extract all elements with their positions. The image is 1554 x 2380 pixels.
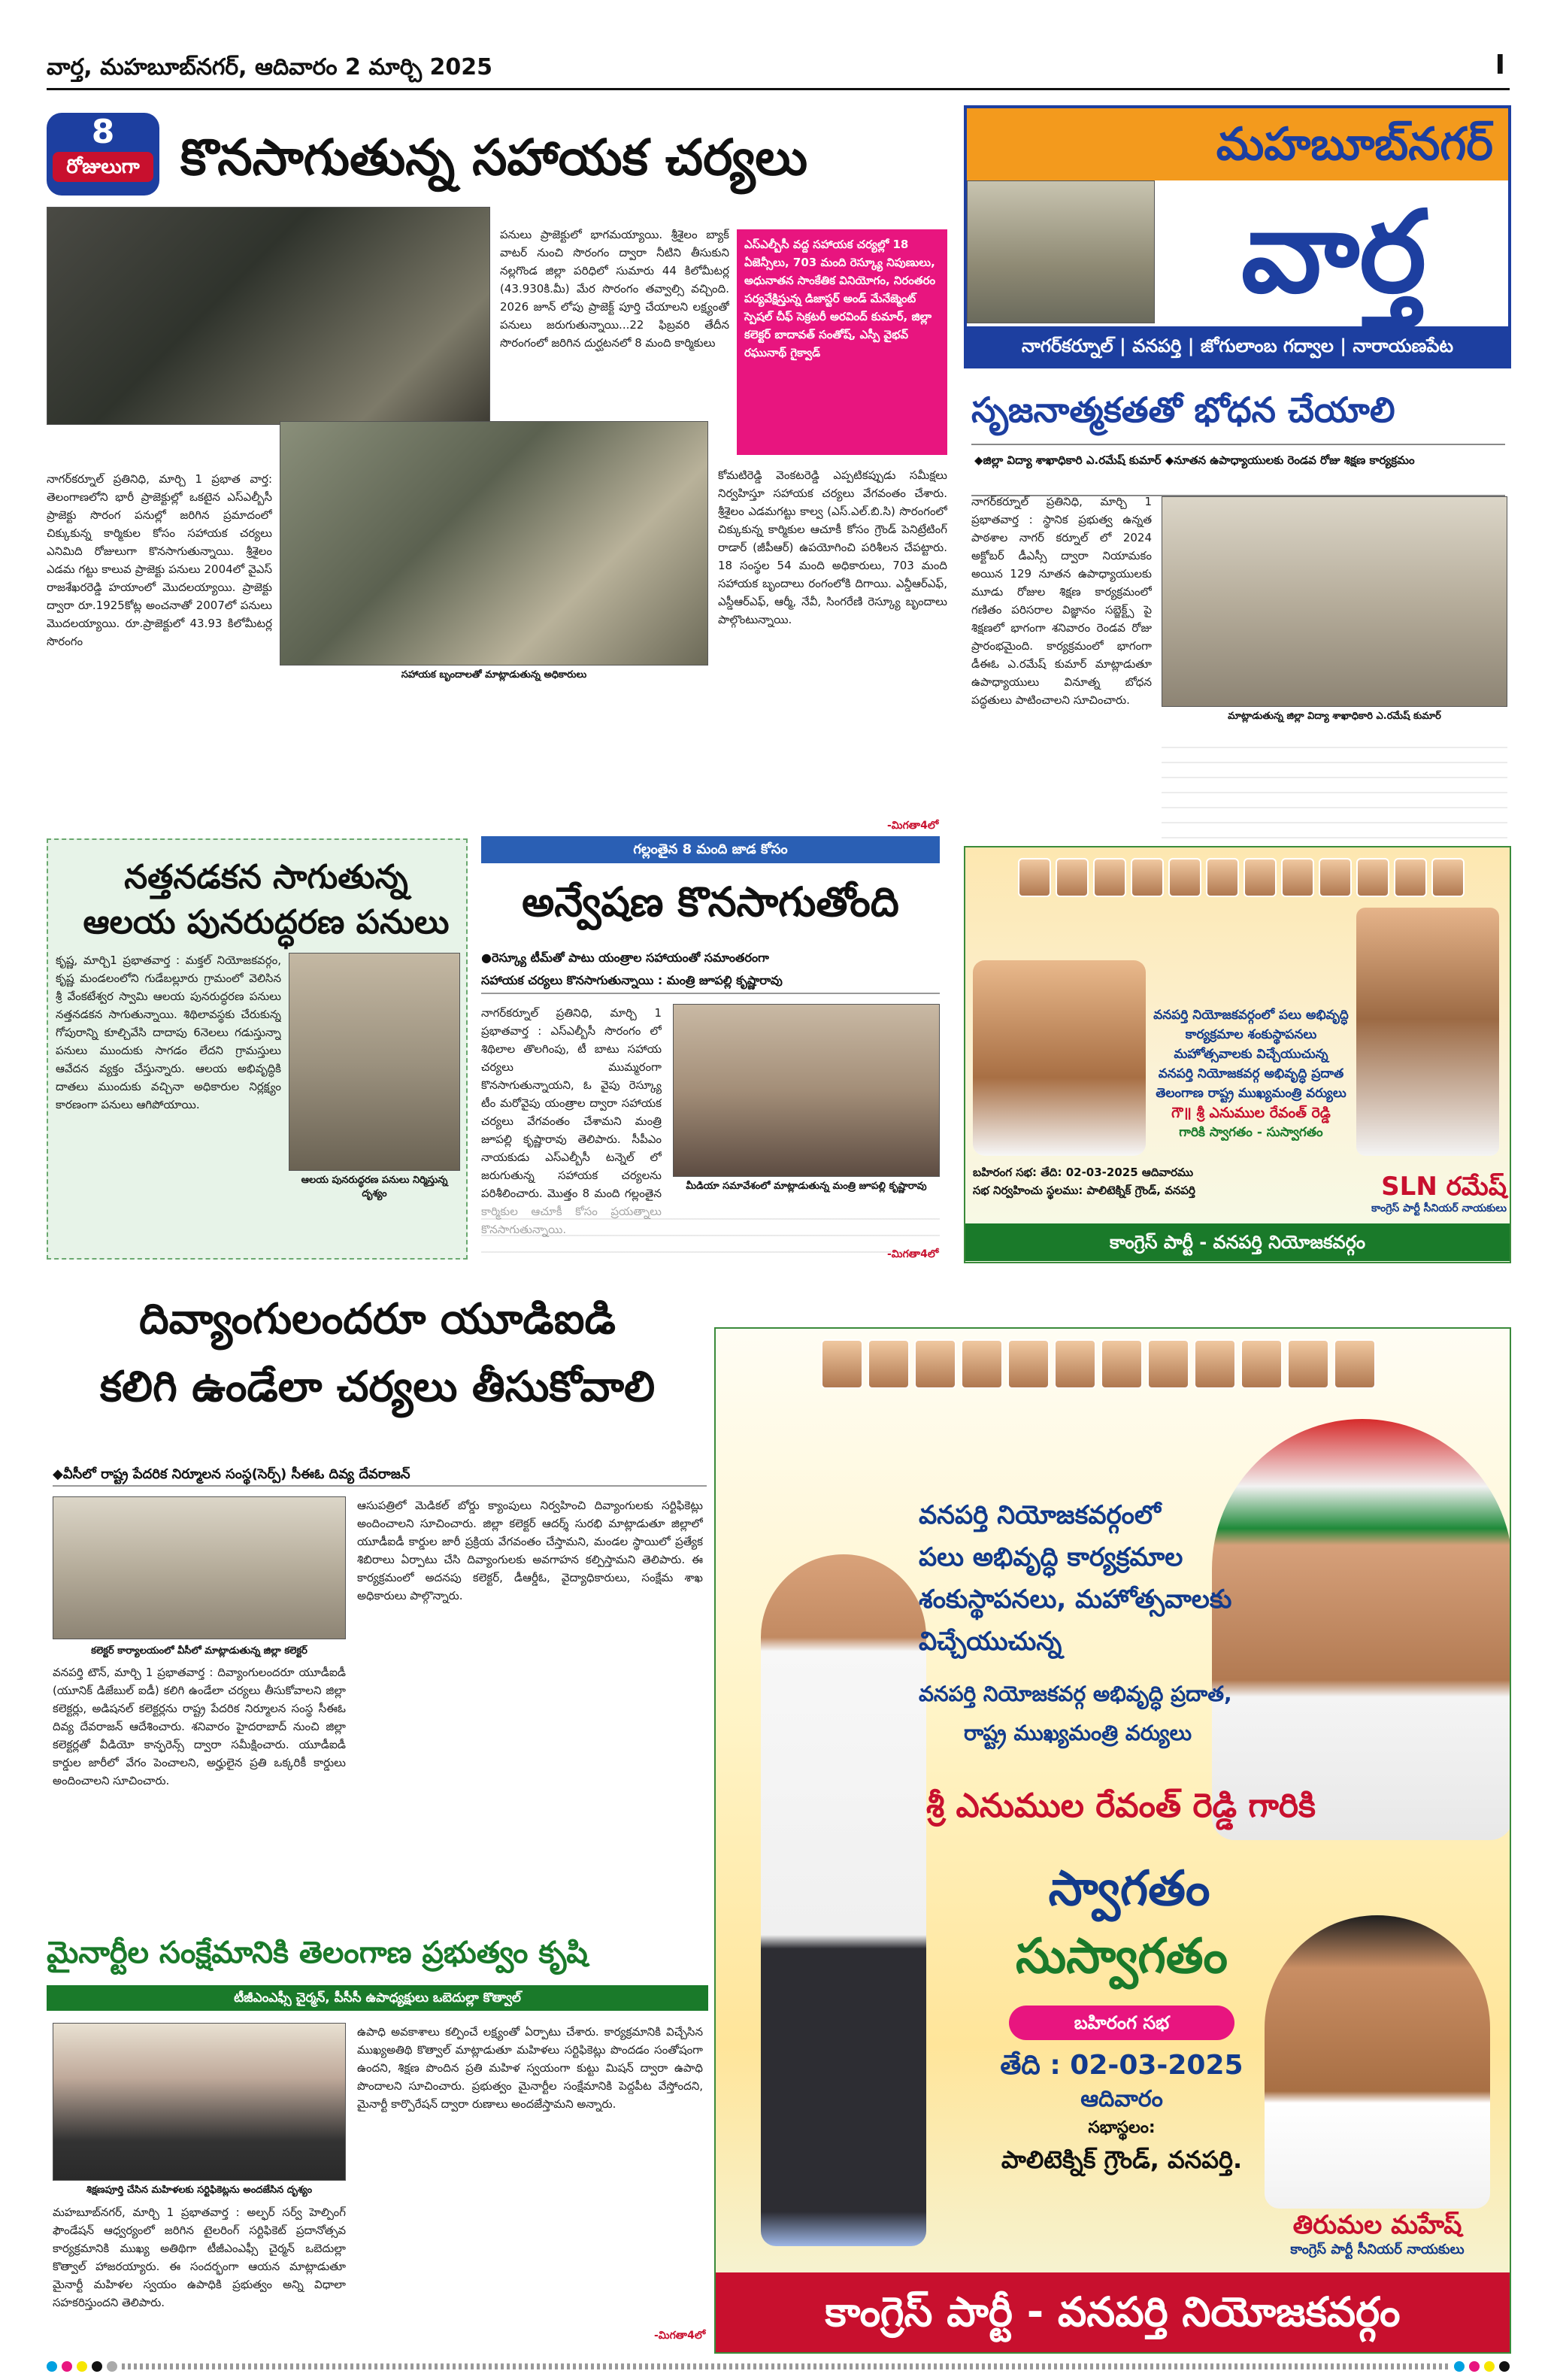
ad-large-line-2: పలు అభివృద్ధి కార్యక్రమాల (919, 1542, 1183, 1572)
ad-large-welcome-2: సుస్వాగతం (1016, 1929, 1228, 1984)
rescue-team-photo (280, 421, 708, 665)
magenta-dot (62, 2361, 72, 2372)
color-registration-strip (47, 2361, 1510, 2372)
page-header (47, 47, 1510, 90)
leader-photo (1394, 858, 1427, 897)
lead-signoff: -మిగతా4లో (887, 820, 939, 832)
masthead-dam-photo (967, 180, 1155, 323)
search-subhead-2: సహాయక చర్యలు కొనసాగుతున్నాయి : మంత్రి జూపల్లి కృష్ణారావు (481, 972, 940, 994)
ad-large-text (919, 1494, 1265, 1663)
disabled-photo-caption: కలెక్టర్ కార్యాలయంలో వీసీలో మాట్లాడుతున్న జిల్లా కలెక్టర్ (91, 1645, 307, 1657)
leader-photo (1240, 1339, 1283, 1389)
page-marker: I (1495, 50, 1505, 80)
magenta-dot (1469, 2361, 1480, 2372)
search-subhead-1: ●రెస్క్యూ టీమ్‌తో పాటు యంత్రాల సహాయంతో సమాంతరంగా (481, 950, 769, 965)
ad-small-welcome: గారికి స్వాగతం - సుస్వాగతం (1179, 1125, 1323, 1140)
minister-press-photo (673, 1004, 940, 1177)
search-signoff: -మిగతా4లో (887, 1248, 939, 1260)
masthead-region: మహబూబ్‌నగర్ (967, 108, 1508, 180)
ad-small (964, 846, 1511, 1263)
ad-large-line-5: వనపర్తి నియోజకవర్గ అభివృద్ధి ప్రదాత, (919, 1681, 1232, 1706)
ad-small-venue-place: సభ నిర్వహించు స్థలము: పాలిటెక్నిక్ గ్రౌండ్, వనపర్తి (973, 1184, 1195, 1197)
masthead (964, 105, 1511, 368)
temple-photo-caption: ఆలయ పునరుద్ధరణ పనులు నిర్మిస్తున్న దృశ్యం (301, 1175, 448, 1199)
ad-large-sponsor-name: తిరుమల మహేష్ (1292, 2210, 1462, 2240)
yellow-dot (1484, 2361, 1495, 2372)
leader-photo (1334, 1339, 1376, 1389)
ad-large-text-2 (919, 1675, 1310, 1753)
disabled-body-left: వనపర్తి టౌన్, మార్చి 1 ప్రభాతవార్త : దివ్యాంగులందరూ యూడీఐడీ (యూనిక్ డిజేబుల్ ఐడీ) కలిగి ఉండేలా చర్యలు తీసుకోవాలని జిల్లా కలెక్టర్లు, అడిషనల్ కలెక్టర్లను రాష్ట్ర పేదరిక నిర్మూలన సంస్థ సీఈఓ దివ్య దేవరాజన్ ఆదేశించారు. శనివారం హైదరాబాద్ నుంచి జిల్లా కలెక్టర్లతో వీడియో కాన్ఫరెన్స్ ద్వారా సమీక్షించారు. యూడీఐడీ కార్డుల జారీలో వేగం పెంచాలని, అర్హులైన ప్రతి ఒక్కరికీ కార్డులు అందించాలని సూచించారు. (53, 1666, 346, 1787)
leader-photo (914, 1339, 956, 1389)
lead-badge-number: 8 (91, 113, 115, 151)
black-dot (92, 2361, 102, 2372)
ad-large-line-6: రాష్ట్ర ముఖ్యమంత్రి వర్యులు (964, 1721, 1192, 1745)
leader-photo (1194, 1339, 1236, 1389)
ad-large-schedule (949, 2047, 1295, 2178)
minority-body-left: మహబూబ్‌నగర్, మార్చి 1 ప్రభాతవార్త : అల్ఫర్ సర్వ్ హెల్పింగ్ ఫౌండేషన్ ఆధ్వర్యంలో జరిగిన టైలరింగ్ సర్టిఫికెట్ ప్రదానోత్సవ కార్యక్రమానికి ముఖ్య అతిథిగా టీజీఎంఎఫ్సీ చైర్మన్ ఒబెదుల్లా కొత్వాల్ హాజరయ్యారు. ఈ సందర్భంగా ఆయన మాట్లాడుతూ మైనార్టీ మహిళల స్వయం ఉపాధికి ప్రభుత్వం అన్ని విధాలా సహకరిస్తుందని తెలిపారు. (53, 2206, 346, 2309)
lead-badge-text: రోజులుగా (53, 152, 153, 182)
lead-headline: కొనసాగుతున్న సహాయక చర్యలు (180, 129, 808, 186)
leader-photo (1244, 858, 1277, 897)
ad-small-sponsor (1319, 1171, 1507, 1217)
leader-photo (961, 1339, 1003, 1389)
ad-large-date: తేది : 02-03-2025 (1000, 2050, 1244, 2081)
local-leader-photo (1356, 908, 1499, 1156)
leader-photo (1281, 858, 1314, 897)
ad-large-footer: కాంగ్రెస్ పార్టీ - వనపర్తి నియోజకవర్గం (716, 2272, 1510, 2352)
leader-photo (1206, 858, 1239, 897)
leader-photo (1431, 858, 1465, 897)
leader-photo (1007, 1339, 1050, 1389)
temple-story-box (47, 838, 468, 1260)
lead-badge (47, 113, 159, 196)
teacher-headline: సృజనాత్మకతతో భోధన చేయాలి (971, 390, 1395, 430)
leader-photo (868, 1339, 910, 1389)
leader-photo (1018, 858, 1051, 897)
ad-large-leaders-row (821, 1339, 1376, 1389)
ad-large-welcome-1: స్వాగతం (1048, 1861, 1210, 1917)
minority-body-right: ఉపాధి అవకాశాలు కల్పించే లక్ష్యంతో ఏర్పాటు చేశారు. కార్యక్రమానికి విచ్చేసిన ముఖ్యఅతిథి కొత్వాల్ మాట్లాడుతూ మహిళలు సర్టిఫికెట్లు పొందడం సంతోషంగా ఉందని, శిక్షణ పొందిన ప్రతి మహిళ స్వయంగా కుట్టు మిషన్ ద్వారా ఉపాధి పొందాలని సూచించారు. ప్రభుత్వం మైనార్టీల సంక్షేమానికి పెద్దపీట వేస్తోందని, మైనార్టీ కార్పొరేషన్ ద్వారా రుణాలు అందజేస్తామని అన్నారు. (357, 2025, 703, 2111)
teacher-body-left: నాగర్‌కర్నూల్ ప్రతినిధి, మార్చి 1 ప్రభాతవార్త : స్థానిక ప్రభుత్వ ఉన్నత పాఠశాల నాగర్ కర్నూల్ లో 2024 అక్టోబర్ డీఎస్సీ ద్వారా నియామకం అయిన 129 నూతన ఉపాధ్యాయులకు మూడు రోజుల శిక్షణ కార్యక్రమంలో గణితం పరిసరాల విజ్ఞానం సబ్జెక్ట్స్ పై శిక్షణలో భాగంగా శనివారం రెండవ రోజు ప్రారంభమైంది. కార్యక్రమంలో భాగంగా డీఈఓ ఎ.రమేష్ కుమార్ మాట్లాడుతూ ఉపాధ్యాయులు వినూత్న బోధన పద్ధతులు పాటించాలని సూచించారు. (971, 495, 1152, 707)
ad-large-sabha: బహిరంగ సభ (1009, 2006, 1234, 2040)
ad-large-sponsor-role: కాంగ్రెస్ పార్టీ సీనియర్ నాయకులు (1290, 2242, 1465, 2257)
cyan-dot (47, 2361, 57, 2372)
leader-photo (1287, 1339, 1329, 1389)
search-headline: అన్వేషణ కొనసాగుతోంది (522, 878, 899, 926)
disabled-headline-2: కలిగి ఉండేలా చర్యలు తీసుకోవాలి (99, 1363, 656, 1411)
collector-vc-photo (53, 1496, 346, 1639)
ad-large-line-3: శంకుస్థాపనలు, మహోత్సవాలకు (919, 1584, 1232, 1614)
lead-body-left (47, 470, 272, 808)
teacher-photo-caption: మాట్లాడుతున్న జిల్లా విద్యా శాఖాధికారి ఎ.రమేష్ కుమార్ (1228, 711, 1441, 722)
leader-photo (1147, 1339, 1189, 1389)
temple-headline-2: ఆలయ పునరుద్ధరణ పనులు (83, 903, 450, 941)
ad-small-cm-name: గౌ॥ శ్రీ ఎనుముల రేవంత్ రెడ్డి (1171, 1105, 1331, 1121)
leader-photo (1131, 858, 1164, 897)
temple-body: కృష్ణ, మార్చి1 ప్రభాతవార్త : మక్తల్ నియోజకవర్గం, కృష్ణ మండలంలోని గుడేబల్లూరు గ్రామంలో వెలిసిన శ్రీ వేంకటేశ్వర స్వామి ఆలయ పునరుద్ధరణ పనులు నత్తనడకన సాగుతున్నాయి. శిథిలావస్థకు చేరుకున్న గోపురాన్ని కూల్చివేసి దాదాపు 6నెలలు గడుస్తున్నా పనులు ముందుకు సాగడం లేదని గ్రామస్తులు ఆవేదన వ్యక్తం చేస్తున్నారు. ఆలయ అభివృద్ధికి దాతలు ముందుకు వచ్చినా అధికారుల నిర్లక్ష్యం కారణంగా పనులు ఆగిపోయాయి. (56, 954, 281, 1111)
ad-large-day: ఆదివారం (1080, 2086, 1163, 2112)
lead-body-mid: కోమటిరెడ్డి వెంకటరెడ్డి ఎప్పటికప్పుడు సమీక్షలు నిర్వహిస్తూ సహాయక చర్యలు వేగవంతం చేశారు. శ్రీశైలం ఎడమగట్టు కాల్వ (ఎస్.ఎల్.బి.సి) సొరంగంలో చిక్కుకున్న కార్మికుల ఆచూకీ కోసం గ్రౌండ్ పెనిట్రేటింగ్ రాడార్ (జీపీఆర్) ఉపయోగించి పరిశీలన చేపట్టారు. 18 సంస్థల 54 మంది అధికారులు, 703 మంది సహాయక బృందాలు రంగంలోకి దిగాయి. ఎన్డీఆర్ఎఫ్, ఎస్డీఆర్ఎఫ్, ఆర్మీ, నేవీ, సింగరేణి రెస్క్యూ బృందాలు పాల్గొంటున్నాయి. (718, 468, 947, 626)
disabled-body-right: ఆసుపత్రిలో మెడికల్ బోర్డు క్యాంపులు నిర్వహించి దివ్యాంగులకు సర్టిఫికెట్లు అందించాలని సూచించారు. జిల్లా కలెక్టర్ ఆదర్శ్ సురభి మాట్లాడుతూ జిల్లాలో యూడీఐడీ కార్డుల జారీ ప్రక్రియ వేగవంతం చేస్తామని, మండల స్థాయిలో ప్రత్యేక శిబిరాలు ఏర్పాటు చేసి దివ్యాంగులకు అవగాహన కల్పిస్తామని తెలిపారు. ఈ కార్యక్రమంలో అదనపు కలెక్టర్, డీఆర్డీఓ, వైద్యాధికారులు, సంక్షేమ శాఖ అధికారులు పాల్గొన్నారు. (357, 1499, 703, 1602)
ad-small-line-2: కార్యక్రమాల శంకుస్థాపనలు (1185, 1027, 1317, 1042)
cyan-dot (1454, 2361, 1465, 2372)
search-body: నాగర్‌కర్నూల్ ప్రతినిధి, మార్చి 1 ప్రభాతవార్త : ఎస్ఎల్బీసీ సొరంగం లో శిథిలాల తొలగింపు, టీ బాటు సహాయ చర్యలు ముమ్మరంగా కొనసాగుతున్నాయని, ఓ వైపు రెస్క్యూ టీం మరోవైపు యంత్రాల ద్వారా సహాయక చర్యలు వేగవంతం చేశామని మంత్రి జూపల్లి కృష్ణారావు తెలిపారు. సీపీఎం నాయకుడు ఎస్ఎల్బీసీ టన్నెల్ లో జరుగుతున్న సహాయక చర్యలను పరిశీలించారు. మొత్తం 8 మంది గల్లంతైన (481, 1006, 662, 1200)
search-kicker: గల్లంతైన 8 మంది జాడ కోసం (481, 836, 940, 863)
ad-large (714, 1327, 1511, 2354)
black-dot (1499, 2361, 1510, 2372)
temple-headline-1: నత్తనడకన సాగుతున్న (124, 858, 408, 896)
ad-small-line-4: వనపర్తి నియోజకవర్గ అభివృద్ధి ప్రదాత (1158, 1066, 1344, 1081)
chief-minister-photo (973, 960, 1146, 1156)
ad-small-venue (973, 1163, 1311, 1199)
minority-signoff: -మిగతా4లో (654, 2330, 706, 2342)
minority-subhead: టీజీఎంఎఫ్సీ చైర్మన్, పీసీసీ ఉపాధ్యక్షులు ఒబెదుల్లా కొత్వాల్ (47, 1985, 708, 2011)
leader-photo (1093, 858, 1126, 897)
page-dateline: వార్త, మహబూబ్‌నగర్, ఆదివారం 2 మార్చి 2025 (47, 54, 493, 80)
certificate-ceremony-photo (53, 2023, 346, 2181)
yellow-dot (77, 2361, 87, 2372)
ad-small-footer: కాంగ్రెస్ పార్టీ - వనపర్తి నియోజకవర్గం (965, 1223, 1510, 1261)
temple-photo (289, 953, 460, 1171)
ad-large-line-1: వనపర్తి నియోజకవర్గంలో (919, 1500, 1161, 1530)
disabled-subhead: ◆వీసీలో రాష్ట్ర పేదరిక నిర్మూలన సంస్థ(సెర్ప్) సీఈఓ దివ్య దేవరాజన్ (53, 1463, 707, 1487)
ad-large-line-4: విచ్చేయుచున్న (919, 1627, 1062, 1657)
lead-highlight-box: ఎస్ఎల్బీసీ వద్ద సహాయక చర్యల్లో 18 ఏజెన్సీలు, 703 మంది రెస్క్యూ నిపుణులు, అధునాతన సాంకేతిక వినియోగం, నిరంతరం పర్యవేక్షిస్తున్న డిజాస్టర్ అండ్ మేనేజ్మెంట్ స్పెషల్ చీఫ్ సెక్రటరీ అరవింద్ కుమార్, జిల్లా కలెక్టర్ బాదావత్ సంతోష్, ఎస్పీ వైభవ్ రఘునాథ్ గైక్వాడ్ (737, 229, 947, 455)
gray-dot (107, 2361, 117, 2372)
teacher-subhead: ◆జిల్లా విద్యా శాఖాధికారి ఎ.రమేష్ కుమార్ ◆నూతన ఉపాధ్యాయులకు రెండవ రోజు శిక్షణ కార్యక్రమం (971, 444, 1505, 496)
ad-large-cm-name: శ్రీ ఎనుముల రేవంత్ రెడ్డి గారికి (926, 1787, 1316, 1825)
leader-photo (1168, 858, 1201, 897)
sponsor-photo (1265, 1915, 1490, 2209)
lead-body-top: పనులు ప్రాజెక్టులో భాగమయ్యాయి. శ్రీశైలం బ్యాక్ వాటర్ నుంచి సొరంగం ద్వారా నీటిని తీసుకుని నల్లగొండ జిల్లా పరిధిలో సుమారు 44 కిలోమీటర్ల (43.930కి.మీ) మేర సొరంగం తవ్వాల్సి వచ్చింది. 2026 జూన్ లోపు ప్రాజెక్ట్ పూర్తి చేయాలని లక్ష్యంతో పనులు జరుగుతున్నాయి...22 ఫిబ్రవరి తేదీన సొరంగంలో జరిగిన దుర్ఘటనలో 8 మంది కార్మికులు (500, 228, 729, 350)
lead-body-left-text: నాగర్‌కర్నూల్ ప్రతినిధి, మార్చి 1 ప్రభాత వార్త: తెలంగాణలోని భారీ ప్రాజెక్టుల్లో ఒకటైన ఎస్ఎల్బీసీ ప్రాజెక్టు సొరంగ పనుల్లో జరిగిన ప్రమాదంలో చిక్కుకున్న కార్మికుల కోసం సహాయక చర్యలు ఎనిమిది రోజులుగా కొనసాగుతున్నాయి. శ్రీశైలం ఎడమ గట్టు కాలువ ప్రాజెక్టు పనులు 2004లో వైఎస్ రాజశేఖరరెడ్డి హయాంలో మొదలయ్యాయి. ప్రాజెక్టు ద్వారా రూ.1925కోట్ల అంచనాతో 2007లో పనులు మొదలయ్యాయి. రూ.ప్రాజెక్టులో 43.93 కిలోమీటర్ల సొరంగం (47, 472, 272, 648)
search-body-lines (481, 1203, 940, 1256)
ad-small-sponsor-name: SLN రమేష్ (1381, 1172, 1507, 1202)
ad-large-sponsor (1250, 2209, 1505, 2260)
masthead-districts: నాగర్‌కర్నూల్ | వనపర్తి | జోగులాంబ గద్వాల | నారాయణపేట (967, 326, 1508, 365)
search-photo-caption: మీడియా సమావేశంలో మాట్లాడుతున్న మంత్రి జూపల్లి కృష్ణారావు (686, 1181, 927, 1192)
leader-photo (1319, 858, 1352, 897)
ad-small-text (1153, 1005, 1349, 1142)
ad-small-line-1: వనపర్తి నియోజకవర్గంలో పలు అభివృద్ధి (1153, 1008, 1349, 1023)
leader-photo (821, 1339, 863, 1389)
teacher-body-lines (1162, 733, 1507, 838)
minority-headline: మైనార్టీల సంక్షేమానికి తెలంగాణ ప్రభుత్వం కృషి (47, 1936, 588, 1970)
leader-photo (1054, 1339, 1096, 1389)
leader-photo (1056, 858, 1089, 897)
leader-photo (1356, 858, 1389, 897)
rescue-photo-caption: సహాయక బృందాలతో మాట్లాడుతున్న అధికారులు (401, 669, 587, 681)
ad-small-sponsor-role: కాంగ్రెస్ పార్టీ సీనియర్ నాయకులు (1371, 1202, 1507, 1214)
minority-photo-caption: శిక్షణపూర్తి చేసిన మహిళలకు సర్టిఫికెట్లను అందజేసిన దృశ్యం (86, 2184, 313, 2196)
ad-small-line-3: మహోత్సవాలకు విచ్చేయుచున్న (1174, 1047, 1328, 1062)
ad-large-venue: పాలిటెక్నిక్ గ్రౌండ్, వనపర్తి. (1001, 2145, 1243, 2174)
ad-small-leaders-row (1018, 858, 1465, 897)
cm-standing-photo (761, 1554, 926, 2246)
registration-bar (122, 2363, 1449, 2369)
ad-large-venue-label: సభాస్థలం: (1088, 2118, 1156, 2137)
teacher-training-photo (1162, 496, 1507, 707)
disabled-headline-1: దివ్యాంగులందరూ యూడిఐడి (139, 1295, 616, 1344)
masthead-brand: వార్త (1240, 186, 1427, 318)
leader-photo (1101, 1339, 1143, 1389)
ad-small-venue-date: బహిరంగ సభ: తేది: 02-03-2025 ఆదివారము (973, 1166, 1194, 1179)
tunnel-photo (47, 207, 490, 425)
ad-small-line-5: తెలంగాణ రాష్ట్ర ముఖ్యమంత్రి వర్యులు (1156, 1086, 1346, 1101)
